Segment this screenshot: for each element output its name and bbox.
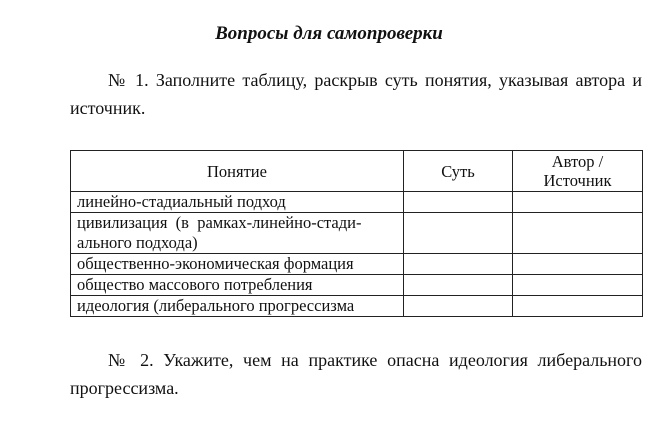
task-2-text: № 2. Укажите, чем на практике опасна идеология либерального прогрессизма. <box>70 350 642 398</box>
author-cell[interactable] <box>513 192 643 213</box>
concept-line-1: цивилизация (в рамках-линейно-стади- <box>77 213 362 232</box>
header-essence: Суть <box>404 151 513 192</box>
essence-cell[interactable] <box>404 213 513 254</box>
essence-cell[interactable] <box>404 275 513 296</box>
header-author-line1: Автор / <box>551 152 604 171</box>
concept-cell: линейно-стадиальный подход <box>71 192 404 213</box>
essence-cell[interactable] <box>404 296 513 317</box>
table-row <box>71 213 643 254</box>
section-title: Вопросы для самопроверки <box>215 23 443 44</box>
author-cell[interactable] <box>513 213 643 254</box>
essence-cell[interactable] <box>404 192 513 213</box>
concept-cell <box>71 213 404 254</box>
concept-cell: идеология (либерального прогрессизма <box>71 296 404 317</box>
author-cell[interactable] <box>513 296 643 317</box>
author-cell[interactable] <box>513 275 643 296</box>
header-concept: Понятие <box>71 151 404 192</box>
table-row <box>71 254 643 275</box>
concept-line-2: ального подхода) <box>77 233 198 252</box>
table-header-row <box>71 151 643 192</box>
header-author-line2: Источник <box>543 171 612 190</box>
concept-cell: общественно-экономическая формация <box>71 254 404 275</box>
table-row <box>71 296 643 317</box>
concepts-table <box>70 150 643 317</box>
header-author-source <box>513 151 643 192</box>
table-row <box>71 275 643 296</box>
author-cell[interactable] <box>513 254 643 275</box>
essence-cell[interactable] <box>404 254 513 275</box>
task-1-text: № 1. Заполните таблицу, раскрыв суть понятия, указывая автора и источник. <box>70 70 642 118</box>
table-row <box>71 192 643 213</box>
concept-cell: общество массового потребления <box>71 275 404 296</box>
